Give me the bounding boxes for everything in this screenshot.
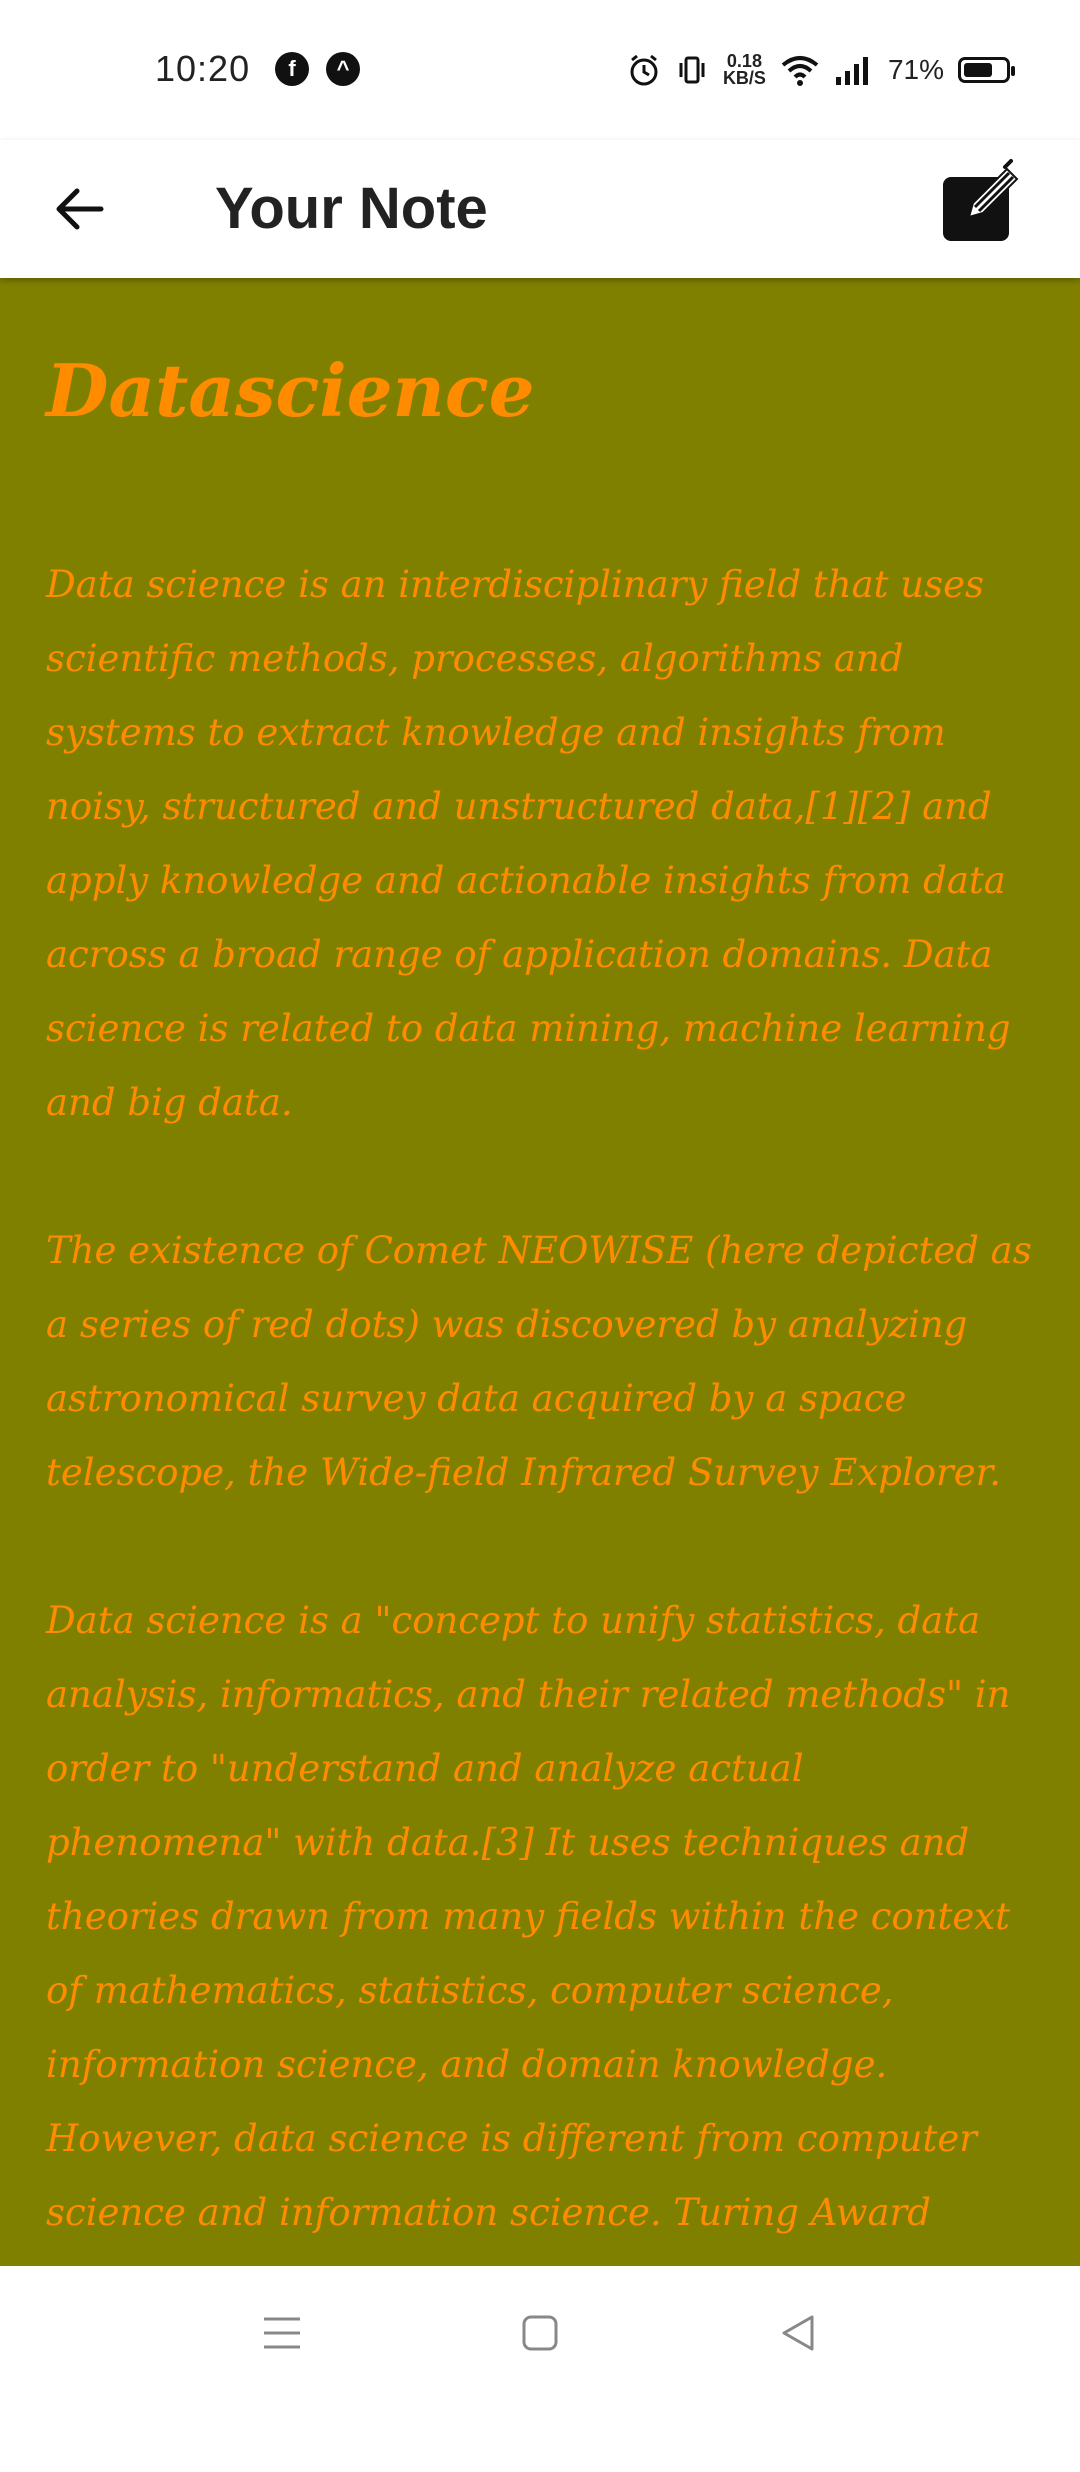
note-paragraph: Data science is an interdisciplinary field that uses scientific methods, processes, algorithms and systems to extract knowledge and insights from noisy, structured and unstructured data,[1][2] and apply knowledge and actionable insights from data across a broad range of application domains. Data science is related to data mining, machine learning and big data. [46,563,1011,1124]
home-icon [520,2313,560,2353]
facebook-icon: f [275,52,309,86]
status-time: 10:20 [155,48,251,89]
app-a-icon: ^ [326,52,360,86]
alarm-icon [627,53,661,87]
back-button[interactable] [42,172,116,246]
signal-icon [834,53,874,87]
note-paragraph: The existence of Comet NEOWISE (here depicted as a series of red dots) was discovered by analyzing astronomical survey data acquired by a space telescope, the Wide-field Infrared Survey Explorer. [46,1229,1032,1494]
network-speed-value: 0.18 [726,51,762,71]
status-bar [0,0,1080,140]
battery-icon [958,57,1010,83]
wifi-icon [780,53,820,87]
arrow-left-icon [51,181,107,237]
status-icons [627,48,1010,92]
recent-apps-button[interactable] [252,2306,312,2360]
edit-icon [939,161,1025,247]
note-title: Datascience [46,348,535,433]
battery-percent: 71% [887,54,944,85]
menu-icon [260,2313,304,2353]
edit-note-button[interactable] [934,156,1030,252]
network-speed-unit: KB/S [722,68,766,88]
app-bar [0,140,1080,278]
back-triangle-icon [778,2313,818,2353]
note-paragraph: Data science is a "concept to unify statistics, data analysis, informatics, and their related methods" in order to "understand and analyze actual phenomena" with data.[3] It uses techniques and theories drawn from many fields within the context of mathematics, statistics, computer science, information science, and domain knowledge. However, data science is different from computer science and information science. Turing Award [46,1599,1011,2234]
network-speed [723,53,766,87]
page-title: Your Note [215,176,488,241]
battery-fill [964,63,992,77]
note-body [46,548,1036,2472]
back-nav-button[interactable] [768,2306,828,2360]
system-nav-bar [0,2266,1080,2400]
note-view[interactable] [0,278,1080,2266]
vibrate-icon [675,53,709,87]
home-button[interactable] [510,2306,570,2360]
